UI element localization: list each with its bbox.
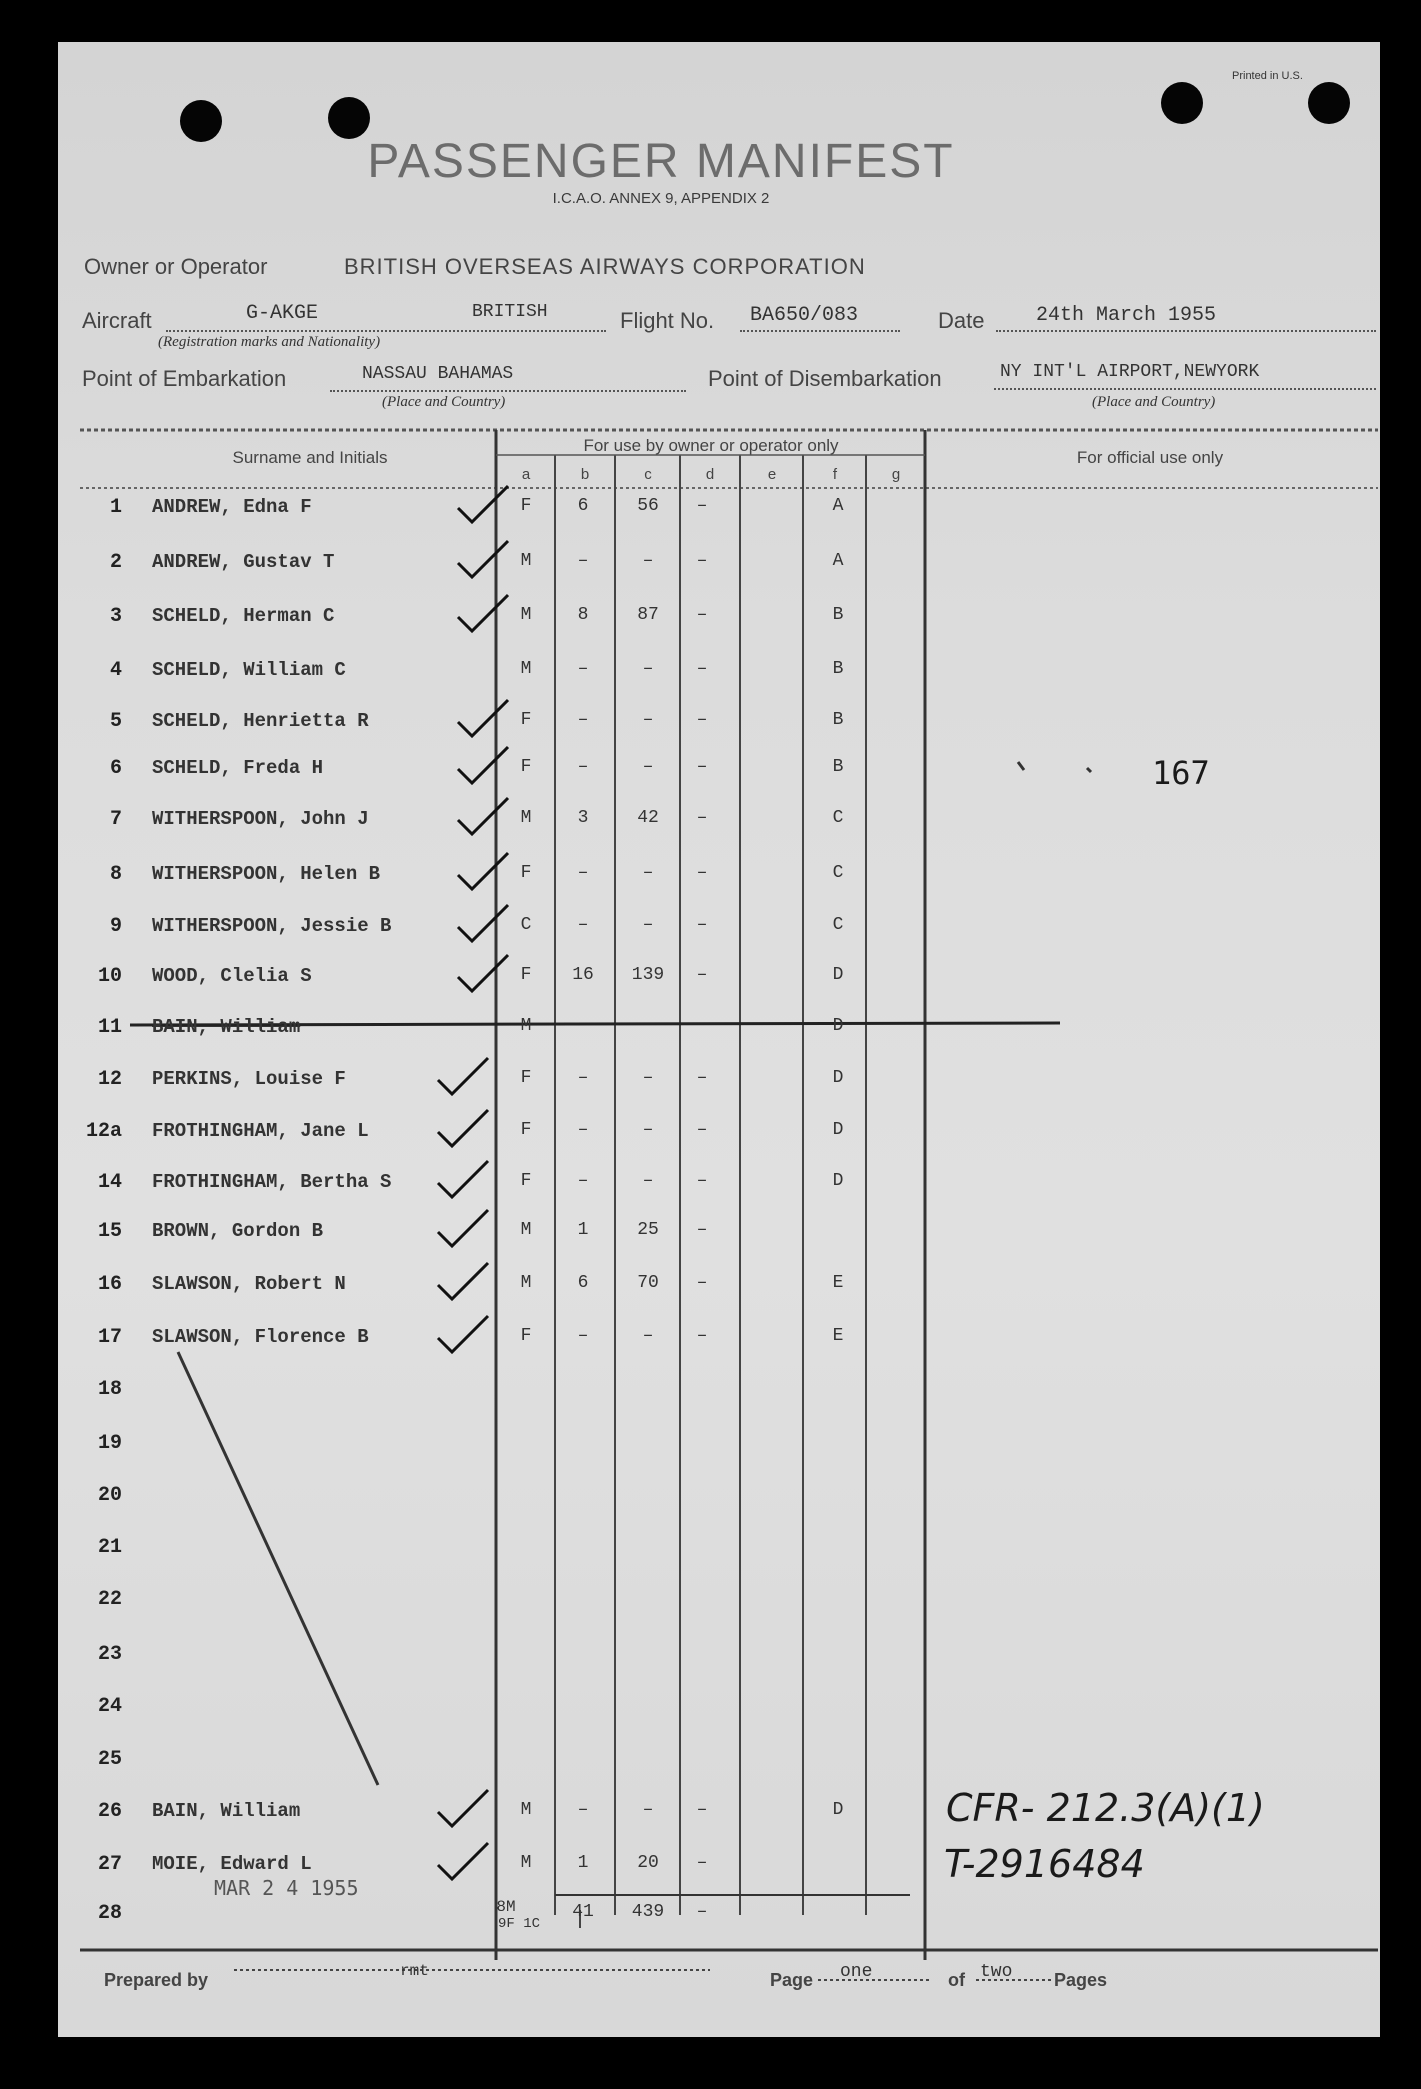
passenger-name: FROTHINGHAM, Jane L bbox=[152, 1120, 369, 1142]
check-mark-icon bbox=[438, 1110, 488, 1146]
cell-a: M bbox=[520, 659, 532, 679]
cell-c: – bbox=[642, 915, 654, 935]
received-date-stamp: MAR 2 4 1955 bbox=[214, 1876, 359, 1900]
passenger-name: BAIN, William bbox=[152, 1016, 301, 1038]
cell-b: – bbox=[577, 757, 589, 777]
owner-value: BRITISH OVERSEAS AIRWAYS CORPORATION bbox=[344, 254, 866, 279]
row-number: 25 bbox=[97, 1748, 122, 1771]
cell-d: – bbox=[696, 1853, 708, 1873]
cell-b: – bbox=[577, 551, 589, 571]
embarkation-hint: (Place and Country) bbox=[382, 394, 506, 410]
cell-d: – bbox=[696, 1220, 708, 1240]
totals-females-children: 9F 1C bbox=[497, 1916, 540, 1932]
row-number: 26 bbox=[97, 1800, 122, 1823]
cell-a: F bbox=[520, 757, 532, 777]
cell-d: – bbox=[696, 757, 708, 777]
row-number: 5 bbox=[109, 710, 122, 733]
cell-d: – bbox=[696, 1068, 708, 1088]
cell-a: M bbox=[520, 605, 532, 625]
cell-a: F bbox=[520, 1171, 532, 1191]
cell-f: D bbox=[832, 965, 844, 985]
embarkation-value: NASSAU BAHAMAS bbox=[362, 364, 514, 384]
cell-b: – bbox=[577, 1120, 589, 1140]
prepared-by-label: Prepared by bbox=[104, 1970, 209, 1990]
cell-c: 56 bbox=[637, 496, 659, 516]
cell-c: 139 bbox=[631, 965, 665, 985]
column-letter-d: d bbox=[705, 466, 715, 483]
row-number: 28 bbox=[97, 1902, 122, 1925]
check-mark-icon bbox=[438, 1161, 488, 1197]
cell-d: – bbox=[696, 1273, 708, 1293]
date-value: 24th March 1955 bbox=[1036, 304, 1217, 327]
cell-b: 1 bbox=[577, 1220, 589, 1240]
cell-b: – bbox=[577, 915, 589, 935]
cell-d: – bbox=[696, 863, 708, 883]
row-number: 9 bbox=[109, 915, 122, 938]
passenger-name: MOIE, Edward L bbox=[152, 1853, 312, 1875]
cell-a: F bbox=[520, 710, 532, 730]
cell-c: 70 bbox=[637, 1273, 659, 1293]
column-letter-a: a bbox=[521, 466, 531, 483]
cell-f: A bbox=[832, 551, 844, 571]
cell-d: – bbox=[696, 551, 708, 571]
cell-c: – bbox=[642, 1068, 654, 1088]
row-number: 7 bbox=[109, 808, 122, 831]
passenger-name: SCHELD, Freda H bbox=[152, 757, 324, 779]
cell-f: A bbox=[832, 496, 844, 516]
cell-f: B bbox=[832, 710, 844, 730]
owner-label: Owner or Operator bbox=[84, 254, 268, 279]
check-mark-icon bbox=[438, 1058, 488, 1094]
cell-a: F bbox=[520, 965, 532, 985]
column-letter-e: e bbox=[767, 466, 777, 483]
row-number: 3 bbox=[109, 605, 122, 628]
check-mark-icon bbox=[458, 595, 508, 631]
row-number: 2 bbox=[109, 551, 122, 574]
passenger-name: SCHELD, Henrietta R bbox=[152, 710, 369, 732]
cell-c: 439 bbox=[631, 1902, 665, 1922]
passenger-name: ANDREW, Gustav T bbox=[152, 551, 335, 573]
print-notice: Printed in U.S. bbox=[1232, 70, 1303, 82]
passenger-name: SLAWSON, Florence B bbox=[152, 1326, 369, 1348]
row-number: 27 bbox=[97, 1853, 122, 1876]
cell-f: D bbox=[832, 1800, 844, 1820]
cell-a: M bbox=[520, 1853, 532, 1873]
flight-value: BA650/083 bbox=[750, 304, 859, 327]
column-letter-b: b bbox=[580, 466, 590, 483]
passenger-name: FROTHINGHAM, Bertha S bbox=[152, 1171, 392, 1193]
row-number: 20 bbox=[97, 1484, 122, 1507]
check-mark-icon bbox=[458, 798, 508, 834]
passenger-name: WITHERSPOON, John J bbox=[152, 808, 369, 830]
passenger-name: BAIN, William bbox=[152, 1800, 301, 1822]
cell-d: – bbox=[696, 808, 708, 828]
cell-a: M bbox=[520, 1800, 532, 1820]
cell-f: C bbox=[832, 915, 844, 935]
cell-f: D bbox=[832, 1171, 844, 1191]
pages-label: Pages bbox=[1054, 1970, 1108, 1990]
cell-d: – bbox=[696, 965, 708, 985]
cell-b: – bbox=[577, 863, 589, 883]
check-mark-icon bbox=[458, 747, 508, 783]
cell-f: D bbox=[832, 1068, 844, 1088]
row-number: 15 bbox=[97, 1220, 122, 1243]
row-number: 6 bbox=[109, 757, 122, 780]
page-value: one bbox=[840, 1962, 873, 1982]
cell-b: 6 bbox=[577, 1273, 589, 1293]
row-number: 21 bbox=[97, 1536, 122, 1559]
prepared-by-value: rmt bbox=[400, 1962, 429, 1980]
cell-b: – bbox=[577, 1068, 589, 1088]
cell-c: 42 bbox=[637, 808, 659, 828]
cell-b: 16 bbox=[572, 965, 594, 985]
date-label: Date bbox=[938, 308, 985, 333]
row-number: 12a bbox=[85, 1120, 122, 1143]
cell-f: C bbox=[832, 863, 844, 883]
check-mark-icon bbox=[458, 905, 508, 941]
cell-f: D bbox=[832, 1120, 844, 1140]
cell-d: – bbox=[696, 915, 708, 935]
column-letter-c: c bbox=[644, 466, 652, 483]
passenger-name: WITHERSPOON, Helen B bbox=[152, 863, 381, 885]
column-letter-g: g bbox=[891, 466, 901, 483]
cell-a: F bbox=[520, 496, 532, 516]
cell-b: – bbox=[577, 1800, 589, 1820]
cell-d: – bbox=[696, 1800, 708, 1820]
passenger-name: PERKINS, Louise F bbox=[152, 1068, 346, 1090]
check-mark-icon bbox=[458, 700, 508, 736]
cell-c: – bbox=[642, 1171, 654, 1191]
of-label: of bbox=[948, 1970, 965, 1990]
cell-d: – bbox=[696, 710, 708, 730]
row-number: 14 bbox=[97, 1171, 122, 1194]
name-column-header: Surname and Initials bbox=[232, 448, 388, 467]
cell-a: M bbox=[520, 808, 532, 828]
cell-a: M bbox=[520, 1273, 532, 1293]
row-number: 1 bbox=[109, 496, 122, 519]
passenger-name: WOOD, Clelia S bbox=[152, 965, 312, 987]
cell-b: – bbox=[577, 1326, 589, 1346]
totals-males: 8M bbox=[496, 1898, 516, 1916]
passenger-name: BROWN, Gordon B bbox=[152, 1220, 324, 1242]
disembarkation-hint: (Place and Country) bbox=[1092, 394, 1216, 410]
page-label: Page bbox=[770, 1970, 814, 1990]
owner-use-header: For use by owner or operator only bbox=[583, 436, 839, 455]
cell-a: F bbox=[520, 1068, 532, 1088]
t-number: T-2916484 bbox=[944, 1842, 1145, 1886]
cell-f: C bbox=[832, 808, 844, 828]
aircraft-value: G-AKGE bbox=[246, 302, 319, 325]
passenger-name: SCHELD, William C bbox=[152, 659, 346, 681]
check-mark-icon bbox=[458, 486, 508, 522]
cell-c: – bbox=[642, 710, 654, 730]
aircraft-nationality: BRITISH bbox=[472, 302, 548, 322]
cell-d: – bbox=[696, 496, 708, 516]
cell-f: B bbox=[832, 757, 844, 777]
row-number: 4 bbox=[109, 659, 122, 682]
passenger-name: SLAWSON, Robert N bbox=[152, 1273, 346, 1295]
cell-b: – bbox=[577, 1171, 589, 1191]
cell-b: 6 bbox=[577, 496, 589, 516]
disembarkation-value: NY INT'L AIRPORT,NEWYORK bbox=[1000, 362, 1260, 382]
disembarkation-label: Point of Disembarkation bbox=[708, 366, 942, 391]
embarkation-label: Point of Embarkation bbox=[82, 366, 287, 391]
cell-c: 87 bbox=[637, 605, 659, 625]
row-number: 10 bbox=[97, 965, 122, 988]
check-mark-icon bbox=[438, 1316, 488, 1352]
cell-d: – bbox=[696, 1120, 708, 1140]
row-number: 18 bbox=[97, 1378, 122, 1401]
passenger-name: ANDREW, Edna F bbox=[152, 496, 312, 518]
check-mark-icon bbox=[438, 1790, 488, 1826]
annex-reference: I.C.A.O. ANNEX 9, APPENDIX 2 bbox=[552, 190, 770, 207]
row-number: 17 bbox=[97, 1326, 122, 1349]
cell-d: – bbox=[696, 1902, 708, 1922]
cell-f: B bbox=[832, 605, 844, 625]
column-letter-f: f bbox=[832, 466, 838, 483]
cell-a: F bbox=[520, 1326, 532, 1346]
row-number: 16 bbox=[97, 1273, 122, 1296]
cell-d: – bbox=[696, 1326, 708, 1346]
cell-a: M bbox=[520, 1016, 532, 1036]
check-mark-icon bbox=[458, 541, 508, 577]
official-use-header: For official use only bbox=[1076, 448, 1224, 467]
cell-f: B bbox=[832, 659, 844, 679]
row-number: 22 bbox=[97, 1588, 122, 1611]
cfr-reference: CFR- 212.3(A)(1) bbox=[946, 1786, 1265, 1830]
cell-c: – bbox=[642, 1120, 654, 1140]
check-mark-icon bbox=[438, 1263, 488, 1299]
cell-c: – bbox=[642, 1326, 654, 1346]
passenger-name: WITHERSPOON, Jessie B bbox=[152, 915, 392, 937]
cell-c: – bbox=[642, 757, 654, 777]
check-mark-icon bbox=[438, 1210, 488, 1246]
cell-b: 8 bbox=[577, 605, 589, 625]
check-mark-icon bbox=[458, 853, 508, 889]
cell-b: 41 bbox=[572, 1902, 594, 1922]
aircraft-label: Aircraft bbox=[82, 308, 152, 333]
cell-a: M bbox=[520, 551, 532, 571]
cell-f: E bbox=[832, 1273, 844, 1293]
cell-c: – bbox=[642, 659, 654, 679]
cell-a: F bbox=[520, 1120, 532, 1140]
page-number: 167 bbox=[1152, 754, 1210, 792]
cell-a: M bbox=[520, 1220, 532, 1240]
passenger-name: SCHELD, Herman C bbox=[152, 605, 335, 627]
cell-d: – bbox=[696, 659, 708, 679]
cell-b: 3 bbox=[577, 808, 589, 828]
check-mark-icon bbox=[458, 955, 508, 991]
row-number: 11 bbox=[97, 1016, 122, 1039]
cell-b: 1 bbox=[577, 1853, 589, 1873]
cell-d: – bbox=[696, 1171, 708, 1191]
cell-c: – bbox=[642, 1800, 654, 1820]
form-title: PASSENGER MANIFEST bbox=[367, 135, 955, 188]
cell-c: – bbox=[642, 551, 654, 571]
cell-a: C bbox=[520, 915, 532, 935]
cell-b: – bbox=[577, 710, 589, 730]
cell-c: 25 bbox=[637, 1220, 659, 1240]
cell-f: E bbox=[832, 1326, 844, 1346]
row-number: 12 bbox=[97, 1068, 122, 1091]
row-number: 8 bbox=[109, 863, 122, 886]
flight-label: Flight No. bbox=[620, 308, 715, 333]
cell-c: 20 bbox=[637, 1853, 659, 1873]
row-number: 24 bbox=[97, 1695, 122, 1718]
cell-d: – bbox=[696, 605, 708, 625]
row-number: 19 bbox=[97, 1432, 122, 1455]
total-pages-value: two bbox=[980, 1962, 1013, 1982]
row-number: 23 bbox=[97, 1643, 122, 1666]
cell-b: – bbox=[577, 659, 589, 679]
cell-a: F bbox=[520, 863, 532, 883]
registration-hint: (Registration marks and Nationality) bbox=[158, 334, 381, 350]
check-mark-icon bbox=[438, 1843, 488, 1879]
cell-c: – bbox=[642, 863, 654, 883]
cell-f: D bbox=[832, 1016, 844, 1036]
